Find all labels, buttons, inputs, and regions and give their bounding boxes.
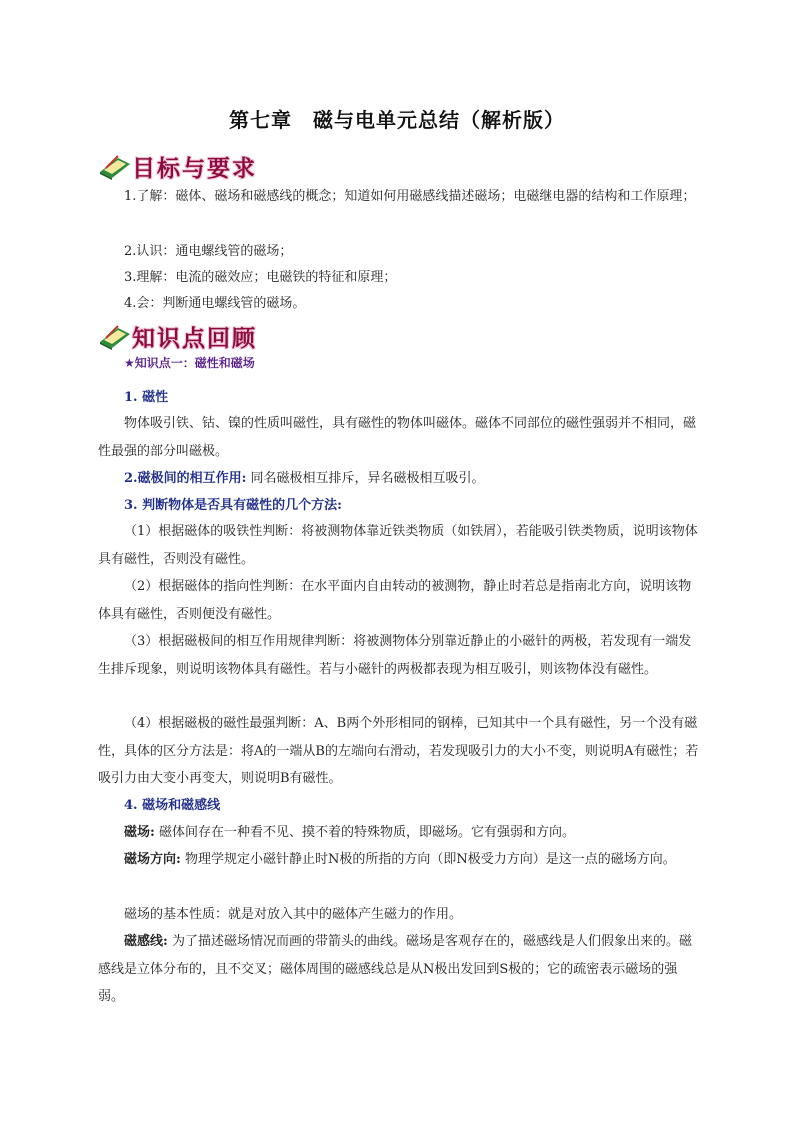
paragraph-text: 磁体间存在一种看不见、摸不着的特殊物质，即磁场。它有强弱和方向。 <box>154 825 575 840</box>
term-label: 磁感线: <box>124 934 168 949</box>
goal-item: 1.了解：磁体、磁场和磁感线的概念；知道如何用磁感线描述磁场；电磁继电器的结构和工作原理； <box>124 189 696 204</box>
method-3: （3）根据磁极间的相互作用规律判断：将被测物体分别靠近静止的小磁针的两极，若发现有一端发生排斥现象，则说明该物体具有磁性。若与小磁针的两极都表现为相互吸引，则该物体没有磁性。 <box>98 634 692 677</box>
review-banner-title: 知识点回顾 <box>132 326 257 352</box>
goals-banner <box>98 150 268 182</box>
goal-item: 2.认识：通电螺线管的磁场； <box>124 244 293 259</box>
paragraph <box>98 928 700 1011</box>
paragraph-text: 物理学规定小磁针静止时N极的所指的方向（即N极受力方向）是这一点的磁场方向。 <box>180 852 676 867</box>
paragraph <box>98 819 700 847</box>
paragraph-text: 为了描述磁场情况而画的带箭头的曲线。磁场是客观存在的，磁感线是人们假象出来的。磁感线是立体分布的，且不交叉；磁体周围的磁感线总是从N极出发回到S极的；它的疏密表示磁场的强弱。 <box>98 934 692 1004</box>
goals-banner-title: 目标与要求 <box>132 156 257 182</box>
method-1: （1）根据磁体的吸铁性判断：将被测物体靠近铁类物质（如铁屑），若能吸引铁类物质，说明该物体具有磁性，否则没有磁性。 <box>98 524 698 567</box>
goal-item: 3.理解：电流的磁效应；电磁铁的特征和原理； <box>124 270 397 285</box>
book-icon <box>98 154 132 180</box>
section-heading: 4. 磁场和磁感线 <box>124 798 221 813</box>
paragraph <box>98 465 700 493</box>
section-heading: 1. 磁性 <box>124 390 169 405</box>
section-heading: 2.磁极间的相互作用: <box>124 471 247 486</box>
knowledge-point-title: ★知识点一：磁性和磁场 <box>124 356 255 370</box>
section-heading: 3. 判断物体是否具有磁性的几个方法: <box>124 498 342 513</box>
page-title: 第七章 磁与电单元总结（解析版） <box>229 108 565 132</box>
paragraph <box>98 846 700 874</box>
review-banner <box>98 320 268 352</box>
method-2: （2）根据磁体的指向性判断：在水平面内自由转动的被测物，静止时若总是指南北方向，说明该物体具有磁性，否则便没有磁性。 <box>98 579 692 622</box>
paragraph: 物体吸引铁、钴、镍的性质叫磁性，具有磁性的物体叫磁体。磁体不同部位的磁性强弱并不相同，磁性最强的部分叫磁极。 <box>98 416 697 459</box>
paragraph-text: 同名磁极相互排斥，异名磁极相互吸引。 <box>246 471 485 486</box>
term-label: 磁场方向: <box>124 852 181 867</box>
book-icon <box>98 324 132 350</box>
goal-item: 4.会：判断通电螺线管的磁场。 <box>124 296 306 311</box>
paragraph: 磁场的基本性质：就是对放入其中的磁体产生磁力的作用。 <box>124 907 463 922</box>
method-4: （4）根据磁极的磁性最强判断：A、B两个外形相同的钢棒，已知其中一个具有磁性，另一个没有磁性，具体的区分方法是：将A的一端从B的左端向右滑动，若发现吸引力的大小不变，则说明A有磁性；若吸引力由大变小再变大，则说明B有磁性。 <box>98 716 699 786</box>
term-label: 磁场: <box>124 825 155 840</box>
